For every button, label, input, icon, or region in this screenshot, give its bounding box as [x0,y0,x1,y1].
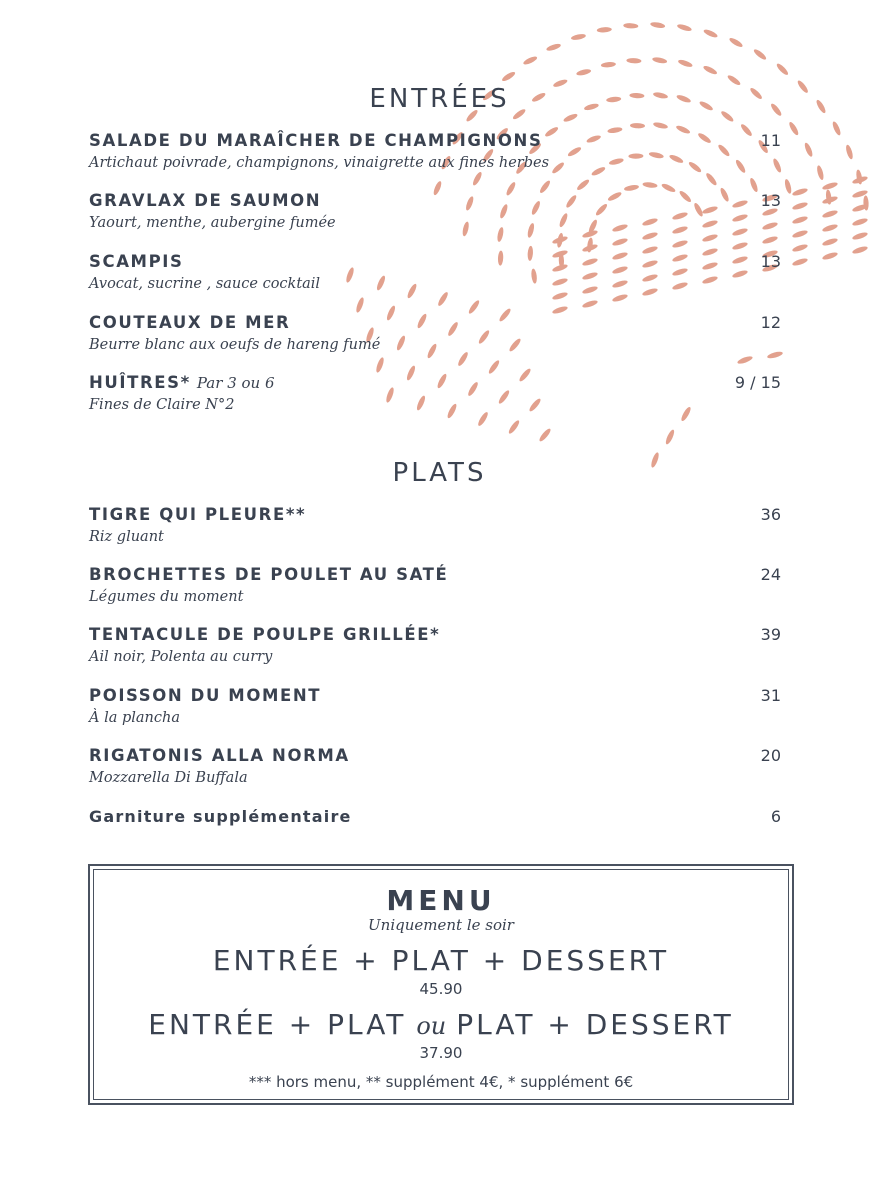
entrees-title: ENTRÉES [369,84,510,114]
item-price: 13 [760,252,781,271]
item-name: TIGRE QUI PLEURE** [89,505,307,524]
menu-item [89,564,781,608]
menu-title: MENU [386,884,496,917]
item-price: 20 [760,746,781,765]
menu-item [89,190,781,234]
item-description: Avocat, sucrine , sauce cocktail [89,276,321,292]
formula-2-price: 37.90 [419,1044,463,1062]
item-description: Ail noir, Polenta au curry [89,649,273,665]
menu-item [89,312,781,356]
garniture-price: 6 [770,807,781,826]
menu-formula-box-inner [93,869,789,1100]
formula-2-connector: ou [416,1012,447,1040]
item-price: 31 [760,686,781,705]
menu-formula-box [88,864,794,1105]
item-name: GRAVLAX DE SAUMON [89,191,322,210]
item-name: SALADE DU MARAÎCHER DE CHAMPIGNONS [89,131,543,150]
garniture-item [89,806,781,828]
item-name: COUTEAUX DE MER [89,313,291,332]
item-price: 12 [760,313,781,332]
item-price: 36 [760,505,781,524]
plats-title: PLATS [392,458,487,488]
formula-2-part1: ENTRÉE + PLAT [148,1008,407,1041]
formula-2-label [94,1008,788,1041]
item-description: À la plancha [89,710,180,726]
garniture-name: Garniture supplémentaire [89,807,352,826]
item-description: Légumes du moment [89,589,244,605]
item-price: 9 / 15 [734,373,781,392]
item-name: TENTACULE DE POULPE GRILLÉE* [89,625,441,644]
item-note: Par 3 ou 6 [196,374,275,392]
item-description: Fines de Claire N°2 [89,397,235,413]
item-description: Yaourt, menthe, aubergine fumée [89,215,336,231]
menu-footnote: *** hors menu, ** supplément 4€, * supplément 6€ [248,1073,634,1091]
menu-item [89,504,781,548]
item-description: Riz gluant [89,529,164,545]
menu-item [89,130,781,174]
item-name: RIGATONIS ALLA NORMA [89,746,350,765]
item-name: SCAMPIS [89,252,184,271]
item-price: 11 [760,131,781,150]
item-name: BROCHETTES DE POULET AU SATÉ [89,565,449,584]
menu-item [89,685,781,729]
item-name: HUÎTRES* Par 3 ou 6 [89,373,275,392]
item-price: 39 [760,625,781,644]
item-name: POISSON DU MOMENT [89,686,322,705]
menu-item [89,745,781,789]
item-description: Artichaut poivrade, champignons, vinaigrette aux fines herbes [89,155,550,171]
formula-2-part2: PLAT + DESSERT [456,1008,734,1041]
item-price: 13 [760,191,781,210]
item-description: Mozzarella Di Buffala [89,770,248,786]
formula-1-label: ENTRÉE + PLAT + DESSERT [212,944,670,977]
item-price: 24 [760,565,781,584]
item-description: Beurre blanc aux oeufs de hareng fumé [89,337,381,353]
menu-item [89,624,781,668]
menu-item [89,372,781,416]
menu-subtitle: Uniquement le soir [368,916,514,934]
formula-1-price: 45.90 [419,980,463,998]
menu-item [89,251,781,295]
